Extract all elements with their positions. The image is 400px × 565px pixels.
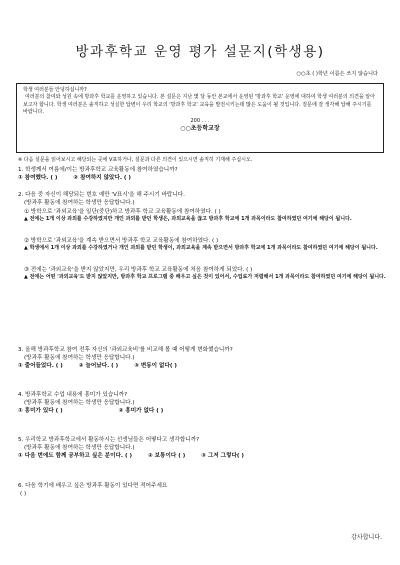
question-6-text: 6. 다음 학기에 배우고 싶은 방과후 활동이 있다면 적어주세요	[18, 483, 168, 489]
q2-item-3[interactable]: ③ 전에는 '과외교육'을 받지 않았지만, 우리 방과후 학교 교육활동에 처음 참여하게 되었다. ( )	[24, 267, 253, 273]
q2-item-3-note: ▲ 전에는 어떤 '과외교육'도 받지 않았지만, 방과후 학교 프로그램 중 배우고 싶은 것이 있어서, 수업료가 저렴해서 1개 과목이라도 참여하였던 여기에 해당이 됩니다.	[24, 274, 386, 280]
notice-body: 여러분의 참여와 성원 속에 방과후 학교를 운영하고 있습니다. 본 설문은 지난 몇 달 동안 본교에서 운영된 '방과후 학교' 운영에 대하여 학생 여러분의 의견을 알아보고자 합니다. 학생 여러분은 솔직하고 성실한 답변이 우리 학교의 '방과후 학교' 교육을 발전시키는데 많은 도움이 될 것입니다. 질문에 잘 생각해 답해 주시기를 바랍니다.	[23, 94, 376, 116]
question-4-sub: (방과후 활동에 참여하는 학생만 응답합니다.)	[24, 400, 135, 406]
thanks-text: 감사합니다.	[351, 534, 382, 541]
q1-option-1[interactable]: ① 참여했다. ( )	[18, 175, 58, 181]
notice-school: ○○초등학교장	[180, 125, 220, 133]
q5-option-3[interactable]: ③ 그저 그렇다( )	[201, 453, 244, 459]
question-5-sub: (방과후 활동에 참여하는 학생만 응답합니다.)	[24, 445, 135, 451]
question-1-options	[18, 174, 388, 182]
question-3-options	[18, 362, 388, 370]
question-2-sub: (방과후 활동에 참여하는 학생만 응답합니다.)	[24, 200, 135, 206]
q1-option-2[interactable]: ② 참여하지 않았다. ( )	[73, 175, 131, 181]
q2-item-2-note: ▲ 학생에서 1개 이상 과외를 수강하였거나 개인 과외를 받던 학생이, 과외교육을 계속 받으면서 방과후 학교에 1개 과목이라도 참여하였던 여기에 해당이 됩니다.	[24, 245, 378, 251]
question-2	[18, 191, 388, 281]
question-5-text: 5. 우리학교 방과후학교에서 활동하시는 선생님들은 어떻다고 생각합니까?	[18, 437, 200, 443]
question-5	[18, 436, 388, 460]
question-6-answer-field[interactable]: ( )	[20, 491, 27, 497]
q3-option-1[interactable]: ① 줄어들었다. ( )	[18, 363, 63, 369]
respondent-info: ○○초 ( )학년 이름은 쓰지 않습니다	[296, 71, 378, 77]
q5-option-2[interactable]: ② 보통이다 ( )	[147, 453, 186, 459]
q2-item-2[interactable]: ② 방학으로 '과외교육'을 계속 받으면서 방과후 학교 교육활동에 참여하였다. ( )	[24, 238, 219, 244]
question-4-options	[18, 407, 388, 415]
notice-box	[16, 83, 384, 153]
question-3-sub: (방과후 활동에 참여하는 학생만 응답합니다.)	[24, 355, 135, 361]
instruction	[18, 156, 388, 164]
question-2-text: 2. 다음 중 자신이 해당되는 번호 예만 'V표시'을 해 주시기 바랍니다.	[18, 192, 185, 198]
q4-option-1[interactable]: ① 흥미가 있다 ( )	[18, 408, 63, 414]
question-3	[18, 346, 388, 370]
q3-option-3[interactable]: ③ 변동이 없다( )	[134, 363, 177, 369]
page-title: 방과후학교 운영 평가 설문지(학생용)	[75, 44, 325, 60]
question-1-text: 1. 학생께서 여름에/이는 방과후학교 교육활동에 참여하였습니까?	[18, 167, 178, 173]
q4-option-2[interactable]: ② 흥미가 없다 ( )	[118, 408, 164, 414]
question-4-text: 4. 방과후학교 수업 내용에 흥미가 있습니까?	[18, 392, 128, 398]
q2-item-1-note: ▲ 전에는 1개 이상 과외를 수강하였지만 개인 과외를 받던 학생은, 과외교육을 끊고 방과후 학교에 1개 과목이라도 참여하였던 여기에 해당이 됩니다.	[24, 216, 352, 222]
question-4	[18, 391, 388, 415]
instruction-text: ※ 다음 설문을 읽어보시고 해당되는 곳에 V표하거나, 설문과 다른 의견이 있으시면 솔직히 기재해 주십시오.	[18, 157, 253, 163]
question-3-text: 3. 올해 방과후학교 참여 전후 자신의 '과외교육비'를 비교해 볼 때 어떻게 변화했습니까?	[18, 347, 233, 353]
q2-item-1[interactable]: ① 방학으로 '과외교육'을 일단(중단)하고 방과후 학교 교육활동에 참여하였다. ( )	[24, 209, 221, 215]
notice-greeting: 학생 여러분들 안녕하십니까?	[23, 87, 87, 93]
question-5-options	[18, 452, 388, 460]
question-1	[18, 166, 388, 182]
question-6	[18, 482, 388, 498]
q5-option-1[interactable]: ① 다음 번에도 함께 공부하고 싶은 분이다. ( )	[18, 453, 133, 459]
notice-date: 200 . . .	[190, 117, 210, 124]
q3-option-2[interactable]: ② 늘어났다. ( )	[78, 363, 119, 369]
